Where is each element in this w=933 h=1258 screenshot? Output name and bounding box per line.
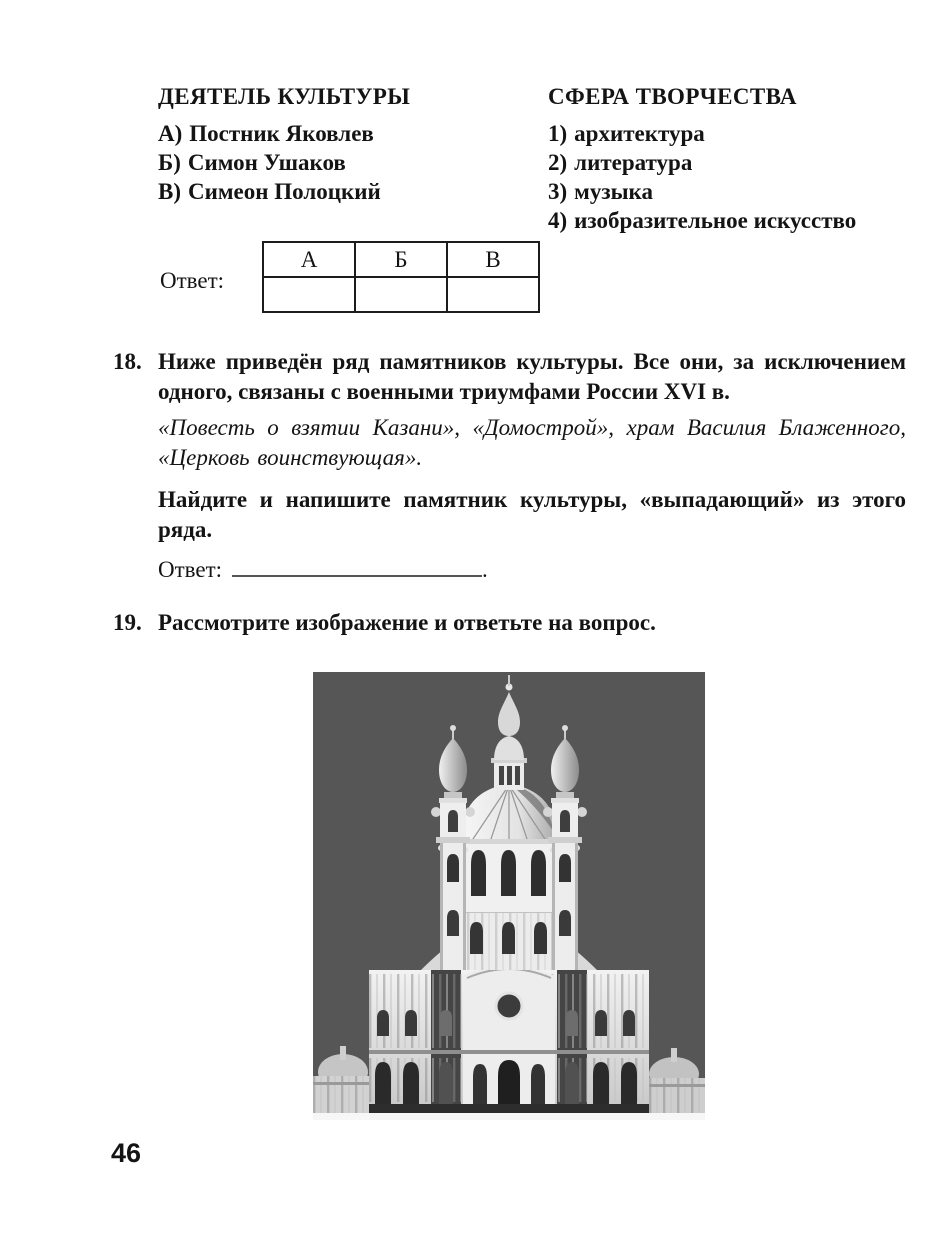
matching-right-column xyxy=(548,82,918,235)
question-18-quote: «Повесть о взятии Казани», «Домострой», храм Василия Блаженного, «Церковь воинствующая». xyxy=(158,415,906,470)
answer-cell[interactable] xyxy=(447,277,539,312)
question-19-number: 19. xyxy=(113,610,142,635)
answer-table-value-row xyxy=(263,277,539,312)
matching-left-header: ДЕЯТЕЛЬ КУЛЬТУРЫ xyxy=(158,84,411,109)
matching-item xyxy=(548,206,918,235)
item-text: Симеон Полоцкий xyxy=(188,179,381,204)
answer-column-header: А xyxy=(263,242,355,277)
matching-left-column xyxy=(158,82,538,206)
matching-item xyxy=(548,148,918,177)
answer-column-header: В xyxy=(447,242,539,277)
item-label: Б) xyxy=(158,150,181,175)
answer-table-header-row xyxy=(263,242,539,277)
matching-item xyxy=(158,148,538,177)
item-label: 3) xyxy=(548,179,568,204)
answer-label: Ответ: xyxy=(160,268,225,293)
item-label: 2) xyxy=(548,150,568,175)
item-label: А) xyxy=(158,121,183,146)
item-label: 1) xyxy=(548,121,568,146)
item-text: Постник Яковлев xyxy=(189,121,374,146)
answer-cell[interactable] xyxy=(263,277,355,312)
cathedral-photo-graphic xyxy=(313,672,705,1120)
cathedral-photo xyxy=(313,672,705,1120)
matching-item xyxy=(548,119,918,148)
question-18-intro: Ниже приведён ряд памятников культуры. Все они, за исключением одного, связаны с военными триумфами России XVI в. xyxy=(158,349,906,404)
question-18-answer-line xyxy=(158,555,906,585)
matching-right-header: СФЕРА ТВОРЧЕСТВА xyxy=(548,84,797,109)
matching-item xyxy=(158,177,538,206)
answer-blank[interactable] xyxy=(232,555,482,577)
page-number: 46 xyxy=(111,1138,142,1168)
item-text: архитектура xyxy=(574,121,705,146)
matching-item xyxy=(158,119,538,148)
answer-period: . xyxy=(482,557,488,582)
answer-table xyxy=(262,241,540,313)
question-19 xyxy=(158,608,906,638)
item-text: Симон Ушаков xyxy=(187,150,346,175)
question-18-number: 18. xyxy=(113,349,142,374)
answer-cell[interactable] xyxy=(355,277,447,312)
item-text: литература xyxy=(574,150,693,175)
item-text: музыка xyxy=(574,179,653,204)
answer-label: Ответ: xyxy=(158,557,223,582)
item-label: В) xyxy=(158,179,181,204)
answer-column-header: Б xyxy=(355,242,447,277)
matching-item xyxy=(548,177,918,206)
question-18-task: Найдите и напишите памятник культуры, «выпадающий» из этого ряда. xyxy=(158,487,906,542)
item-text: изобразительное искусство xyxy=(574,208,857,233)
question-18 xyxy=(158,347,906,585)
question-19-text: Рассмотрите изображение и ответьте на вопрос. xyxy=(158,610,656,635)
item-label: 4) xyxy=(548,208,568,233)
